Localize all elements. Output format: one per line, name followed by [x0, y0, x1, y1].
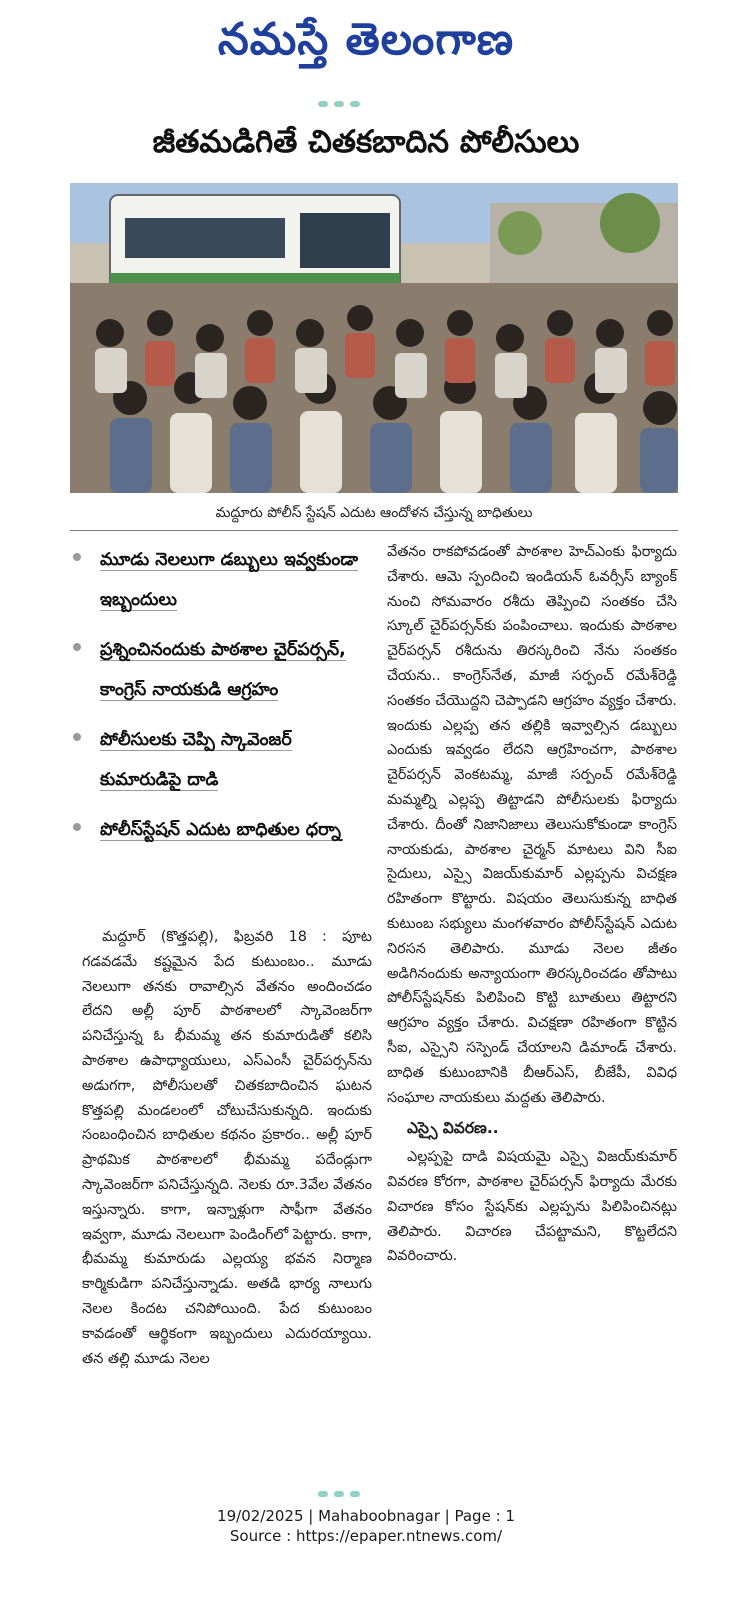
- bullet-dot-icon: [73, 553, 81, 561]
- highlight-item: ప్రశ్నించినందుకు పాఠశాల చైర్‌పర్సన్, కాంగ్రెస్ నాయకుడి ఆగ్రహం: [70, 630, 370, 710]
- article-column-left: [82, 925, 372, 1371]
- news-photo: [70, 183, 678, 493]
- masthead-ornament: [318, 92, 378, 102]
- bullet-dot-icon: [73, 643, 81, 651]
- footer-ornament: [318, 1482, 378, 1492]
- highlight-item: పోలీస్‌స్టేషన్ ఎదుట బాధితుల ధర్నా: [70, 810, 370, 850]
- masthead: [0, 4, 732, 76]
- crowd-photo-illustration: [70, 183, 678, 493]
- page-footer: [0, 1506, 732, 1546]
- highlights-list: [70, 540, 370, 860]
- article-body-left: మద్దూర్ (కొత్తపల్లి), ఫిబ్రవరి 18 : పూట గడవడమే కష్టమైన పేద కుటుంబం.. మూడు నెలలుగా తనకు రావాల్సిన వేతనం అందించడం లేదని అల్లీ పూర్ పాఠశాలలో స్కావెంజర్‌గా పనిచేస్తున్న ఓ భీమమ్మ తన కుమారుడితో కలిసి పాఠశాల ఉపాధ్యాయులు, ఎస్‌ఎంసీ చైర్‌పర్సన్‌ను అడుగగా, పోలీసులతో చితకబాదించిన ఘటన కొత్తపల్లి మండలంలో చోటుచేసుకున్నది. ఇందుకు సంబంధించిన బాధితుల కథనం ప్రకారం.. అల్లీ పూర్ ప్రాథమిక పాఠశాలలో భీమమ్మ పదేండ్లుగా స్కావెంజర్‌గా పనిచేస్తున్నది. నెలకు రూ.3వేల వేతనం ఇస్తున్నారు. కాగా, ఇన్నాళ్లుగా సాఫీగా వేతనం ఇవ్వగా, మూడు నెలలుగా పెండింగ్‌లో పెట్టారు. కాగా, భీమమ్మ కుమారుడు ఎల్లయ్య భవన నిర్మాణ కార్మికుడిగా పనిచేస్తున్నాడు. అతడి భార్య నాలుగు నెలల కిందట చనిపోయింది. పేద కుటుంబం కావడంతో ఆర్థికంగా ఇబ్బందులు ఎదురయ్యాయి. తన తల్లి మూడు నెలల: [82, 929, 372, 1367]
- newspaper-logo: నమస్తే తెలంగాణ: [217, 14, 515, 65]
- photo-caption: మద్దూరు పోలీస్ స్టేషన్ ఎదుట ఆందోళన చేస్తున్న బాధితులు: [70, 496, 678, 531]
- source-link[interactable]: Source : https://epaper.ntnews.com/: [229, 1527, 503, 1545]
- edition-info: 19/02/2025 | Mahaboobnagar | Page : 1: [217, 1507, 515, 1525]
- bullet-dot-icon: [73, 733, 81, 741]
- article-body-right: వేతనం రాకపోవడంతో పాఠశాల హెచ్‌ఎంకు ఫిర్యాదు చేశారు. ఆమె స్పందించి ఇండియన్ ఓవర్సీస్ బ్యాంక్ నుంచి సోమవారం రశీదు తెప్పించి సంతకం చేసి స్కూల్ చైర్‌పర్సన్‌కు పంపించాలు. ఇందుకు పాఠశాల చైర్‌పర్సన్ రశీదును తిరస్కరించి నేను సంతకం చేయను.. కాంగ్రెస్‌నేత, మాజీ సర్పంచ్ రమేశ్‌రెడ్డి సంతకం చేయొద్దని చెప్పాడని ఆగ్రహం వ్యక్తం చేశారు. ఇందుకు ఎల్లప్ప తన తల్లికి ఇవ్వాల్సిన డబ్బులు ఎందుకు ఇవ్వడం లేదని ఆగ్రహించగా, పాఠశాల చైర్‌పర్సన్ వెంకటమ్మ, మాజీ సర్పంచ్ రమేశ్‌రెడ్డి మమ్మల్ని ఎల్లప్ప తిట్టాడని పోలీసులకు ఫిర్యాదు చేశారు. దీంతో నిజానిజాలు తెలుసుకోకుండా కాంగ్రెస్ నాయకుడు, పాఠశాల చైర్మన్ మాటలు విని సీఐ సైదులు, ఎస్సై విజయ్‌కుమార్ ఎల్లప్పను విచక్షణ రహితంగా కొట్టారు. విషయం తెలుసుకున్న బాధిత కుటుంబ సభ్యులు మంగళవారం పోలీస్‌స్టేషన్ ఎదుట నిరసన తెలిపారు. మూడు నెలల జీతం అడిగినందుకు అన్యాయంగా తిరస్కరించడం తోపాటు పోలీస్‌స్టేషన్‌కు పిలిపించి కొట్టి బూతులు తిట్టారని ఆగ్రహం వ్యక్తం చేశారు. విచక్షణా రహితంగా కొట్టిన సీఐ, ఎస్సైని సస్పెండ్ చేయాలని డిమాండ్ చేశారు. బాధిత కుటుంబానికి బీఆర్‌ఎస్, బీజేపీ, వివిధ సంఘాల నాయకులు మద్దతు తెలిపారు.: [387, 544, 677, 1106]
- article-subheading: ఎస్సై వివరణ..: [407, 1119, 499, 1138]
- highlight-item: పోలీసులకు చెప్పి స్కావెంజర్ కుమారుడిపై దాడి: [70, 720, 370, 800]
- article-body-right-tail: ఎల్లప్పపై దాడి విషయమై ఎస్సై విజయ్‌కుమార్ వివరణ కోరగా, పాఠశాల చైర్‌పర్సన్ ఫిర్యాదు మేరకు విచారణ కోసం స్టేషన్‌కు ఎల్లప్పను పిలిపించినట్లు తెలిపారు. విచారణ చేపట్టామని, కొట్టలేదని వివరించారు.: [387, 1149, 677, 1265]
- headline: జీతమడిగితే చితకబాదిన పోలీసులు: [152, 124, 580, 160]
- bullet-dot-icon: [73, 823, 81, 831]
- highlight-item: మూడు నెలలుగా డబ్బులు ఇవ్వకుండా ఇబ్బందులు: [70, 540, 370, 620]
- article-column-right: [387, 540, 677, 1269]
